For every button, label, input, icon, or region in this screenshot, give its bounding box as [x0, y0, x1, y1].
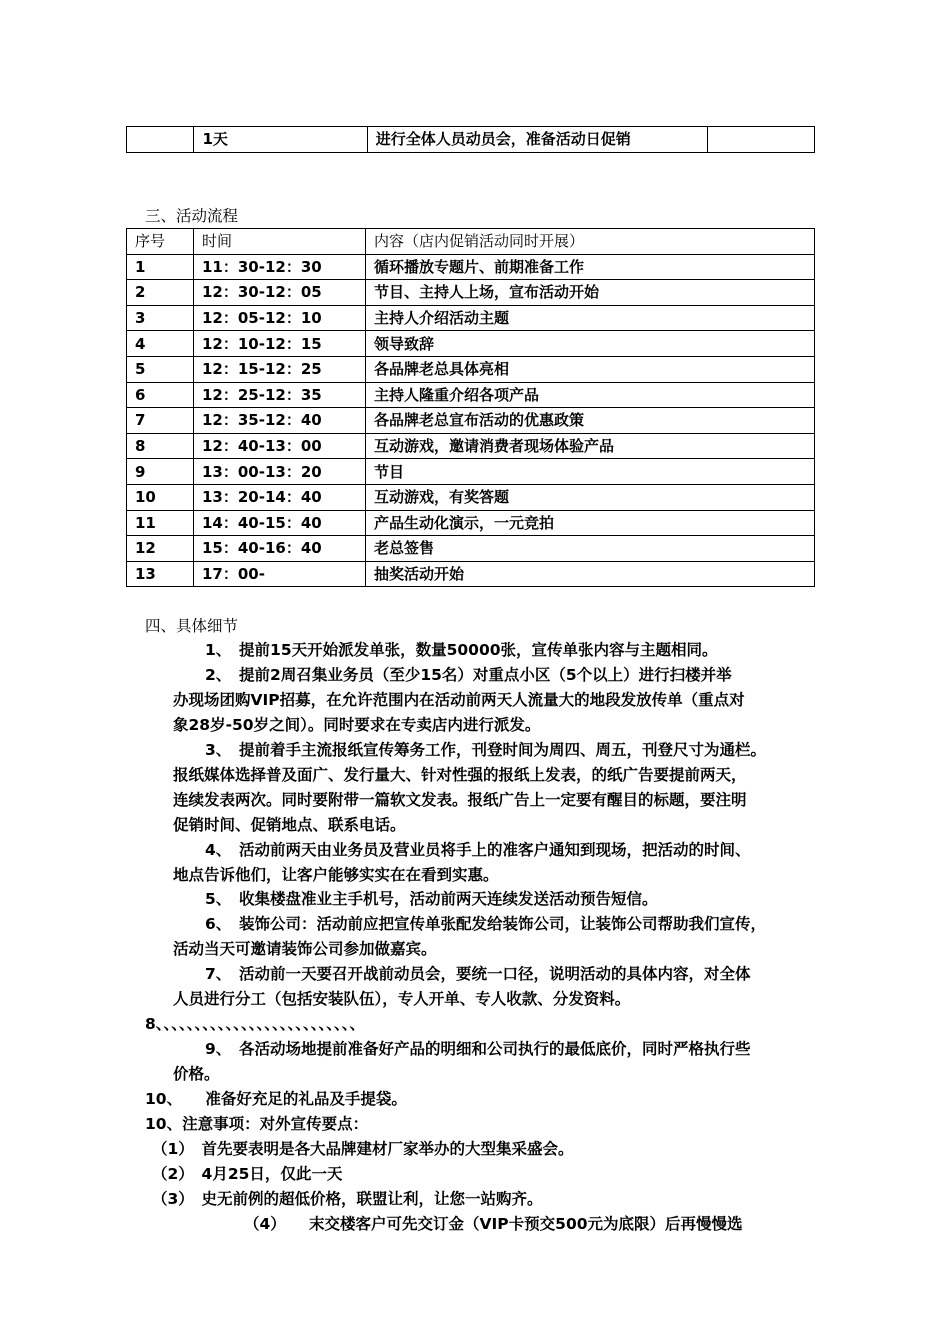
detail-line: （3） 史无前例的超低价格，联盟让利，让您一站购齐。	[152, 1190, 543, 1208]
table-cell: 17：00-	[194, 561, 366, 587]
detail-line: 1、 提前15天开始派发单张，数量50000张，宣传单张内容与主题相同。	[205, 641, 718, 659]
table-cell: 2	[127, 280, 194, 306]
table-cell: 13：00-13：20	[194, 459, 366, 485]
table-cell: 节目	[366, 459, 815, 485]
table-cell: 节目、主持人上场，宣布活动开始	[366, 280, 815, 306]
table-row	[127, 280, 815, 306]
detail-line: 2、 提前2周召集业务员（至少15名）对重点小区（5个以上）进行扫楼并举	[205, 666, 732, 684]
table-row	[127, 254, 815, 280]
table-cell: 互动游戏，有奖答题	[366, 484, 815, 510]
table-row	[127, 459, 815, 485]
detail-line: 地点告诉他们，让客户能够实实在在看到实惠。	[173, 866, 499, 884]
detail-line: （4） 末交楼客户可先交订金（VIP卡预交500元为底限）后再慢慢选	[244, 1215, 743, 1233]
detail-line: 9、 各活动场地提前准备好产品的明细和公司执行的最低底价，同时严格执行些	[205, 1040, 751, 1058]
table-cell: 3	[127, 305, 194, 331]
table-cell: 4	[127, 331, 194, 357]
table-cell: 13	[127, 561, 194, 587]
detail-line: 连续发表两次。同时要附带一篇软文发表。报纸广告上一定要有醒目的标题，要注明	[173, 791, 747, 809]
table-cell: 1天	[194, 127, 367, 153]
column-header: 序号	[127, 229, 194, 255]
table-cell	[708, 127, 815, 153]
table-cell: 10	[127, 484, 194, 510]
table-cell: 15：40-16：40	[194, 536, 366, 562]
table-cell: 老总签售	[366, 536, 815, 562]
table-row	[127, 356, 815, 382]
detail-line: 7、 活动前一天要召开战前动员会，要统一口径，说明活动的具体内容，对全体	[205, 965, 751, 983]
detail-line: （2） 4月25日，仅此一天	[152, 1165, 343, 1183]
table-row	[127, 433, 815, 459]
detail-line: 人员进行分工（包括安装队伍），专人开单、专人收款、分发资料。	[173, 990, 631, 1008]
table-cell: 13：20-14：40	[194, 484, 366, 510]
table-cell: 抽奖活动开始	[366, 561, 815, 587]
table-cell: 8	[127, 433, 194, 459]
table-cell: 11	[127, 510, 194, 536]
detail-line: 活动当天可邀请装饰公司参加做嘉宾。	[173, 940, 437, 958]
table-cell: 6	[127, 382, 194, 408]
column-header: 时间	[194, 229, 366, 255]
table-cell: 14：40-15：40	[194, 510, 366, 536]
detail-line: 4、 活动前两天由业务员及营业员将手上的准客户通知到现场，把活动的时间、	[205, 841, 751, 859]
table-row	[127, 510, 815, 536]
detail-line: 促销时间、促销地点、联系电话。	[173, 816, 406, 834]
table-row	[127, 382, 815, 408]
table-cell: 5	[127, 356, 194, 382]
table-cell: 12：05-12：10	[194, 305, 366, 331]
detail-line: 报纸媒体选择普及面广、发行量大、针对性强的报纸上发表，的纸广告要提前两天，	[173, 766, 747, 784]
table-row	[127, 408, 815, 434]
table-row	[127, 536, 815, 562]
table-header-row	[127, 229, 815, 255]
detail-line: 10、 准备好充足的礼品及手提袋。	[145, 1090, 407, 1108]
column-header: 内容（店内促销活动同时开展）	[366, 229, 815, 255]
table-cell: 12：10-12：15	[194, 331, 366, 357]
section-heading-details: 四、具体细节	[145, 617, 239, 635]
table-cell: 12：15-12：25	[194, 356, 366, 382]
table-cell: 领导致辞	[366, 331, 815, 357]
detail-line: 10、注意事项：对外宣传要点：	[145, 1115, 369, 1133]
detail-line: 价格。	[173, 1065, 220, 1083]
table-cell: 12：30-12：05	[194, 280, 366, 306]
top-table	[126, 126, 815, 153]
table-cell: 7	[127, 408, 194, 434]
detail-line: 办现场团购VIP招募，在允许范围内在活动前两天人流量大的地段发放传单（重点对	[173, 691, 745, 709]
table-cell: 循环播放专题片、前期准备工作	[366, 254, 815, 280]
detail-line: 6、 装饰公司：活动前应把宣传单张配发给装饰公司，让装饰公司帮助我们宣传，	[205, 915, 767, 933]
table-cell: 产品生动化演示，一元竞拍	[366, 510, 815, 536]
table-cell: 9	[127, 459, 194, 485]
detail-line: 8、、、、、、、、、、、、、、、、、、、、、、、、、、	[145, 1015, 366, 1033]
detail-line: （1） 首先要表明是各大品牌建材厂家举办的大型集采盛会。	[152, 1140, 574, 1158]
table-cell: 进行全体人员动员会，准备活动日促销	[367, 127, 707, 153]
table-cell	[127, 127, 194, 153]
table-row	[127, 331, 815, 357]
table-row	[127, 305, 815, 331]
table-cell: 12：40-13：00	[194, 433, 366, 459]
table-cell: 互动游戏，邀请消费者现场体验产品	[366, 433, 815, 459]
table-cell: 各品牌老总具体亮相	[366, 356, 815, 382]
detail-line: 象28岁-50岁之间）。同时要求在专卖店内进行派发。	[173, 716, 541, 734]
section-heading-schedule: 三、活动流程	[145, 207, 239, 225]
table-row	[127, 484, 815, 510]
detail-line: 3、 提前着手主流报纸宣传筹务工作，刊登时间为周四、周五，刊登尺寸为通栏。	[205, 741, 767, 759]
table-cell: 1	[127, 254, 194, 280]
table-cell: 12：25-12：35	[194, 382, 366, 408]
table-row	[127, 127, 815, 153]
detail-line: 5、 收集楼盘准业主手机号，活动前两天连续发送活动预告短信。	[205, 890, 658, 908]
schedule-table	[126, 228, 815, 587]
table-cell: 12	[127, 536, 194, 562]
table-row	[127, 561, 815, 587]
table-cell: 主持人介绍活动主题	[366, 305, 815, 331]
table-cell: 主持人隆重介绍各项产品	[366, 382, 815, 408]
table-cell: 各品牌老总宣布活动的优惠政策	[366, 408, 815, 434]
table-cell: 12：35-12：40	[194, 408, 366, 434]
table-cell: 11：30-12：30	[194, 254, 366, 280]
